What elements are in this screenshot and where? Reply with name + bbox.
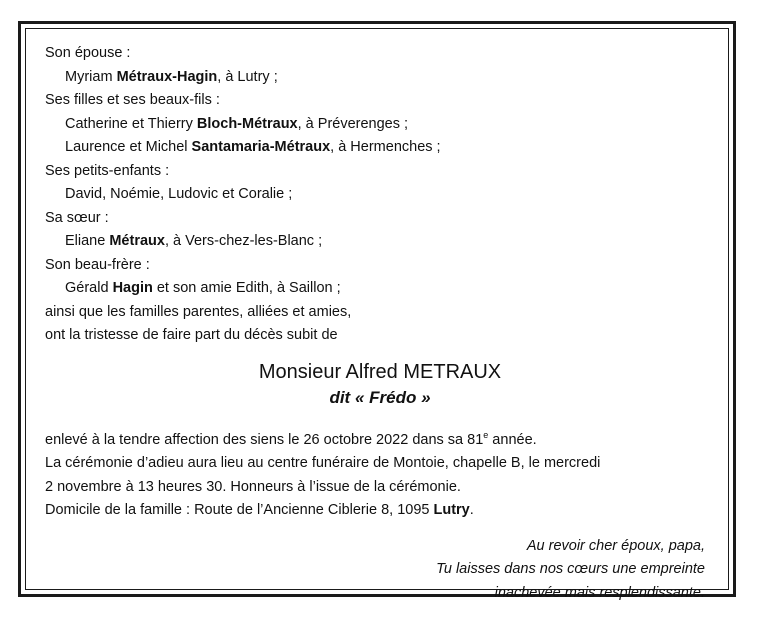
spouse-heading: Son épouse :: [45, 45, 131, 61]
sister-entry: Eliane Métraux, à Vers-chez-les-Blanc ;: [65, 233, 323, 249]
grandchildren-entry: David, Noémie, Ludovic et Coralie ;: [65, 186, 293, 202]
details-line-2: La cérémonie d’adieu aura lieu au centre funéraire de Montoie, chapelle B, le mercredi: [45, 455, 601, 471]
child-entry: Catherine et Thierry Bloch-Métraux, à Préverenges ;: [65, 115, 409, 132]
relatives-line: ainsi que les familles parentes, alliées et amies,: [45, 303, 352, 320]
deceased-name: Monsieur Alfred METRAUX: [258, 360, 502, 383]
deceased-block: [45, 359, 715, 410]
closing-line: inachevée mais resplendissante.: [494, 584, 705, 601]
deceased-nickname: dit « Frédo »: [329, 387, 431, 407]
brother-in-law-heading: Son beau-frère :: [45, 256, 150, 273]
details-line-3: 2 novembre à 13 heures 30. Honneurs à l’issue de la cérémonie.: [45, 478, 461, 495]
details-line-4: Domicile de la famille : Route de l’Ancienne Ciblerie 8, 1095 Lutry.: [45, 502, 474, 518]
sister-heading: Sa sœur :: [45, 209, 109, 226]
announcement-line: ont la tristesse de faire part du décès subit de: [45, 327, 338, 343]
brother-in-law-entry: Gérald Hagin et son amie Edith, à Saillon ;: [65, 280, 341, 296]
closing-line: Au revoir cher époux, papa,: [526, 537, 705, 554]
details-line-1: enlevé à la tendre affection des siens le 26 octobre 2022 dans sa 81e année.: [45, 429, 537, 448]
child-entry: Laurence et Michel Santamaria-Métraux, à Hermenches ;: [65, 139, 441, 155]
details-block: [45, 429, 715, 523]
closing-message: [45, 535, 715, 606]
grandchildren-heading: Ses petits-enfants :: [45, 162, 170, 179]
death-notice: [45, 42, 715, 605]
children-heading: Ses filles et ses beaux-fils :: [45, 92, 220, 108]
spouse-entry: Myriam Métraux-Hagin, à Lutry ;: [65, 68, 278, 85]
closing-line: Tu laisses dans nos cœurs une empreinte: [436, 561, 705, 577]
